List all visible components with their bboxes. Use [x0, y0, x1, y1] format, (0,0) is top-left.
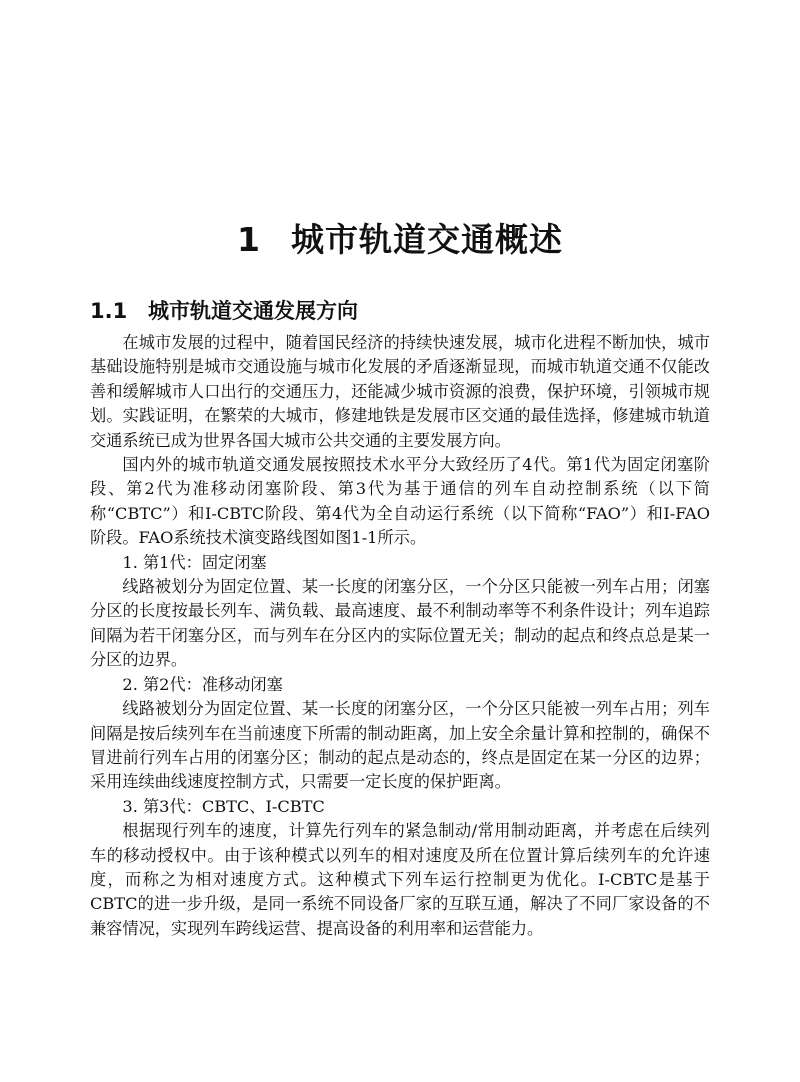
section-title-text: 城市轨道交通发展方向 [148, 299, 358, 324]
heading-gen3: 3. 第3代：CBTC、I-CBTC [122, 796, 325, 816]
paragraph-gen3: 根据现行列车的速度，计算先行列车的紧急制动/常用制动距离，并考虑在后续列车的移动授权中。由于该种模式以列车的相对速度及所在位置计算后续列车的允许速度，而称之为相对速度方式。这种模式下列车运行控制更为优化。I-CBTC是基于CBTC的进一步升级，是同一系统不同设备厂家的互联互通，解决了不同厂家设备的不兼容情况，实现列车跨线运营、提高设备的利用率和运营能力。 [90, 821, 710, 938]
paragraph-gen2: 线路被划分为固定位置、某一长度的闭塞分区，一个分区只能被一列车占用；列车间隔是按后续列车在当前速度下所需的制动距离，加上安全余量计算和控制的，确保不冒进前行列车占用的闭塞分区；制动的起点是动态的，终点是固定在某一分区的边界；采用连续曲线速度控制方式，只需要一定长度的保护距离。 [90, 699, 710, 792]
body-text [90, 331, 710, 941]
section-number: 1.1 [90, 299, 128, 324]
chapter-title-text: 城市轨道交通概述 [290, 220, 563, 260]
heading-gen2: 2. 第2代：准移动闭塞 [122, 674, 283, 694]
paragraph-generations: 国内外的城市轨道交通发展按照技术水平分大致经历了4代。第1代为固定闭塞阶段、第2代为准移动闭塞阶段、第3代为基于通信的列车自动控制系统（以下简称“CBTC”）和I-CBTC阶段、第4代为全自动运行系统（以下简称“FAO”）和I-FAO阶段。FAO系统技术演变路线图如图1-1所示。 [90, 455, 710, 548]
paragraph-gen1: 线路被划分为固定位置、某一长度的闭塞分区，一个分区只能被一列车占用；闭塞分区的长度按最长列车、满负载、最高速度、最不利制动率等不利条件设计；列车追踪间隔为若干闭塞分区，而与列车在分区内的实际位置无关；制动的起点和终点总是某一分区的边界。 [90, 577, 710, 670]
paragraph-intro: 在城市发展的过程中，随着国民经济的持续快速发展，城市化进程不断加快，城市基础设施特别是城市交通设施与城市化发展的矛盾逐渐显现，而城市轨道交通不仅能改善和缓解城市人口出行的交通压力，还能减少城市资源的浪费，保护环境，引领城市规划。实践证明，在繁荣的大城市，修建地铁是发展市区交通的最佳选择，修建城市轨道交通系统已成为世界各国大城市公共交通的主要发展方向。 [90, 333, 710, 450]
chapter-title [0, 214, 800, 266]
heading-gen1: 1. 第1代：固定闭塞 [122, 552, 267, 572]
section-title [90, 296, 358, 326]
chapter-number: 1 [237, 220, 261, 260]
